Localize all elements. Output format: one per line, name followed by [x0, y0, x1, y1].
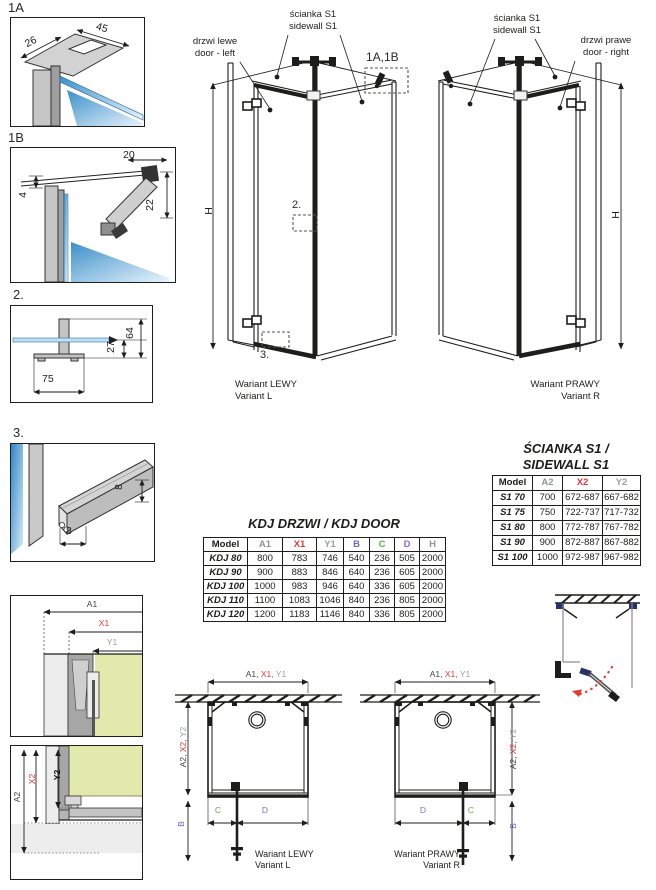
value-cell: 1000 — [533, 551, 563, 566]
model-cell: S1 100 — [493, 551, 533, 566]
value-cell: 605 — [395, 580, 420, 594]
dim-27: 27 — [105, 341, 117, 353]
table-row — [493, 536, 641, 551]
value-cell: 605 — [395, 566, 420, 580]
value-cell: 2000 — [420, 566, 446, 580]
value-cell: 1200 — [248, 608, 283, 622]
table-row — [204, 552, 446, 566]
dim-26: 26 — [22, 34, 39, 50]
section-y2-label: Y2 — [52, 769, 62, 781]
value-cell: 783 — [283, 552, 317, 566]
value-cell: 872-887 — [563, 536, 603, 551]
value-cell: 772-787 — [563, 521, 603, 536]
hinge-bottom — [567, 316, 576, 324]
plan-left-side-dims: A2, X2, Y2 — [178, 726, 188, 768]
plan-left-drawing — [175, 665, 350, 865]
plan-right-top-dims: A1, X1, Y1 — [429, 669, 471, 679]
dim-8-horizontal: 8 — [66, 525, 72, 537]
wall-hatch — [555, 595, 640, 603]
col-header-y1: Y1 — [317, 538, 344, 552]
value-cell: 336 — [370, 608, 395, 622]
door-pivot — [231, 782, 240, 791]
table-row — [493, 506, 641, 521]
value-cell: 750 — [533, 506, 563, 521]
value-cell: 805 — [395, 594, 420, 608]
wall-section — [44, 654, 68, 736]
floor-anchor — [13, 319, 118, 361]
callout-1ab: 1A,1B — [366, 50, 399, 64]
glass-section — [69, 746, 142, 796]
value-cell: 505 — [395, 552, 420, 566]
model-cell: KDJ 120 — [204, 608, 248, 622]
value-cell: 746 — [317, 552, 344, 566]
value-cell: 967-982 — [603, 551, 641, 566]
top-brace — [254, 85, 313, 98]
wall-hatch — [360, 695, 540, 702]
floor — [11, 824, 142, 853]
glass-3d — [71, 242, 169, 282]
value-cell: 767-782 — [603, 521, 641, 536]
col-header-h: H — [420, 538, 446, 552]
table-row — [204, 608, 446, 622]
value-cell: 1100 — [248, 594, 283, 608]
col-header-a1: A1 — [248, 538, 283, 552]
arrowhead — [572, 690, 582, 698]
plan-left-d-label: D — [261, 805, 269, 815]
glass-section — [95, 654, 142, 736]
value-cell: 717-732 — [603, 506, 641, 521]
value-cell: 800 — [533, 521, 563, 536]
col-header-x2: X2 — [563, 476, 603, 491]
hinge-top — [567, 99, 576, 107]
header-row — [204, 538, 446, 552]
value-cell: 867-882 — [603, 536, 641, 551]
col-header-a2: A2 — [533, 476, 563, 491]
value-cell: 236 — [370, 594, 395, 608]
value-cell: 972-987 — [563, 551, 603, 566]
section-b-drawing — [11, 746, 142, 879]
open-door — [231, 791, 243, 861]
dim-22: 22 — [144, 199, 156, 211]
value-cell: 640 — [344, 566, 370, 580]
door-right-label: drzwi prawe door - right — [580, 35, 632, 58]
value-cell: 946 — [317, 580, 344, 594]
col-header-d: D — [395, 538, 420, 552]
value-cell: 805 — [395, 608, 420, 622]
dim-8-vertical: 8 — [113, 484, 125, 490]
glass-panel — [11, 444, 23, 554]
variant-right-caption: Wariant PRAWY Variant R — [530, 379, 600, 402]
bottom-rail-section — [59, 796, 142, 820]
table-row — [204, 580, 446, 594]
value-cell: 900 — [533, 536, 563, 551]
callout-2: 2. — [292, 199, 302, 211]
sidewall-label-left: ścianka S1 sidewall S1 — [288, 9, 338, 32]
section-b-box — [10, 745, 143, 880]
value-cell: 236 — [370, 566, 395, 580]
glass-shelf — [21, 171, 145, 186]
dim-45: 45 — [94, 20, 110, 36]
value-cell: 840 — [344, 608, 370, 622]
plan-right-d-label: D — [419, 805, 427, 815]
value-cell: 640 — [344, 580, 370, 594]
section-x2-label: X2 — [27, 773, 37, 785]
section-y1-label: Y1 — [106, 637, 118, 647]
detail-3-drawing — [11, 444, 154, 561]
callout-boxes — [262, 68, 408, 347]
model-cell: KDJ 110 — [204, 594, 248, 608]
value-cell: 540 — [344, 552, 370, 566]
value-cell: 1046 — [317, 594, 344, 608]
section-a2-label: A2 — [12, 791, 22, 803]
value-cell: 672-687 — [563, 491, 603, 506]
value-cell: 667-682 — [603, 491, 641, 506]
value-cell: 722-737 — [563, 506, 603, 521]
value-cell: 900 — [248, 566, 283, 580]
door-swing-diagram — [540, 585, 656, 730]
detail-2-box — [10, 305, 153, 403]
table-row — [493, 521, 641, 536]
profile-section — [68, 654, 99, 736]
value-cell: 700 — [533, 491, 563, 506]
height-label-left: H — [203, 207, 215, 215]
value-cell: 2000 — [420, 580, 446, 594]
threshold-rail — [59, 460, 153, 534]
sidewall — [439, 80, 518, 360]
detail-3-box — [10, 443, 155, 562]
detail-2-label: 2. — [13, 287, 24, 302]
variant-left-caption: Wariant LEWY Variant L — [235, 379, 297, 402]
door-handle — [231, 847, 243, 850]
value-cell: 883 — [283, 566, 317, 580]
section-a1-label: A1 — [86, 599, 98, 609]
detail-1b-label: 1B — [8, 130, 24, 145]
swing-arrow — [572, 667, 612, 697]
col-header-y2: Y2 — [603, 476, 641, 491]
col-header-model: Model — [493, 476, 533, 491]
dim-arrows — [188, 682, 308, 861]
plan-right-caption: Wariant PRAWY Variant R — [394, 849, 460, 870]
glass-3d — [60, 76, 143, 126]
value-cell: 236 — [370, 552, 395, 566]
plan-left-top-dims: A1, X1, Y1 — [245, 669, 287, 679]
value-cell: 1183 — [283, 608, 317, 622]
model-cell: KDJ 90 — [204, 566, 248, 580]
value-cell: 2000 — [420, 594, 446, 608]
corner-brackets — [556, 603, 637, 618]
value-cell: 1083 — [283, 594, 317, 608]
table-row — [493, 491, 641, 506]
value-cell: 800 — [248, 552, 283, 566]
variant-right-drawing — [415, 5, 656, 405]
detail-1a-label: 1A — [8, 0, 24, 15]
door-profile — [45, 186, 68, 282]
plan-right-b-label: B — [508, 823, 518, 829]
top-brace — [520, 85, 579, 98]
table-row — [493, 551, 641, 566]
wall-bracket — [375, 72, 386, 85]
enclosure-plan — [208, 702, 308, 797]
dim-4: 4 — [17, 192, 29, 198]
door-left-label: drzwi lewe door - left — [192, 36, 238, 59]
sidewall-table — [492, 475, 641, 566]
table-row — [204, 566, 446, 580]
value-cell: 1000 — [248, 580, 283, 594]
threshold — [519, 344, 580, 356]
wall-hatch — [175, 695, 342, 702]
sidewall — [317, 80, 396, 360]
model-cell: KDJ 100 — [204, 580, 248, 594]
door-pivot — [459, 782, 468, 791]
door-table-title: KDJ DRZWI / KDJ DOOR — [248, 516, 400, 531]
section-x1-label: X1 — [98, 618, 110, 628]
value-cell: 2000 — [420, 552, 446, 566]
height-label-right: H — [610, 211, 622, 219]
sidewall-label-right: ścianka S1 sidewall S1 — [492, 13, 542, 36]
model-cell: KDJ 80 — [204, 552, 248, 566]
col-header-c: C — [370, 538, 395, 552]
plan-left-c-label: C — [214, 805, 222, 815]
section-a-box — [10, 595, 143, 737]
hinge-top — [243, 102, 252, 110]
value-cell: 2000 — [420, 608, 446, 622]
col-header-b: B — [344, 538, 370, 552]
model-cell: S1 70 — [493, 491, 533, 506]
dim-20: 20 — [123, 149, 135, 161]
section-a-drawing — [11, 596, 142, 736]
model-cell: S1 90 — [493, 536, 533, 551]
detail-1a-box — [10, 17, 145, 127]
detail-3-label: 3. — [13, 425, 24, 440]
value-cell: 336 — [370, 580, 395, 594]
header-row — [493, 476, 641, 491]
model-cell: S1 75 — [493, 506, 533, 521]
plan-left-b-label: B — [176, 821, 186, 827]
hinge-bottom — [243, 319, 252, 327]
dim-75: 75 — [42, 373, 54, 385]
table-row — [204, 594, 446, 608]
plan-right-side-dims: A2, X2, Y2 — [508, 728, 518, 770]
dim-arrows — [44, 612, 142, 654]
wall-bracket — [443, 70, 454, 83]
wall-profile — [29, 444, 43, 546]
plan-left-caption: Wariant LEWY Variant L — [255, 849, 314, 870]
col-header-x1: X1 — [283, 538, 317, 552]
value-cell: 840 — [344, 594, 370, 608]
value-cell: 983 — [283, 580, 317, 594]
dim-64: 64 — [124, 327, 136, 339]
enclosure-plan — [395, 702, 495, 797]
value-cell: 846 — [317, 566, 344, 580]
col-header-model: Model — [204, 538, 248, 552]
callout-3: 3. — [260, 349, 270, 361]
plan-right-c-label: C — [467, 805, 475, 815]
sidewall-table-title: ŚCIANKA S1 / SIDEWALL S1 — [522, 441, 610, 472]
pivot-hardware — [555, 661, 592, 678]
value-cell: 1146 — [317, 608, 344, 622]
model-cell: S1 80 — [493, 521, 533, 536]
door-table — [203, 537, 446, 622]
